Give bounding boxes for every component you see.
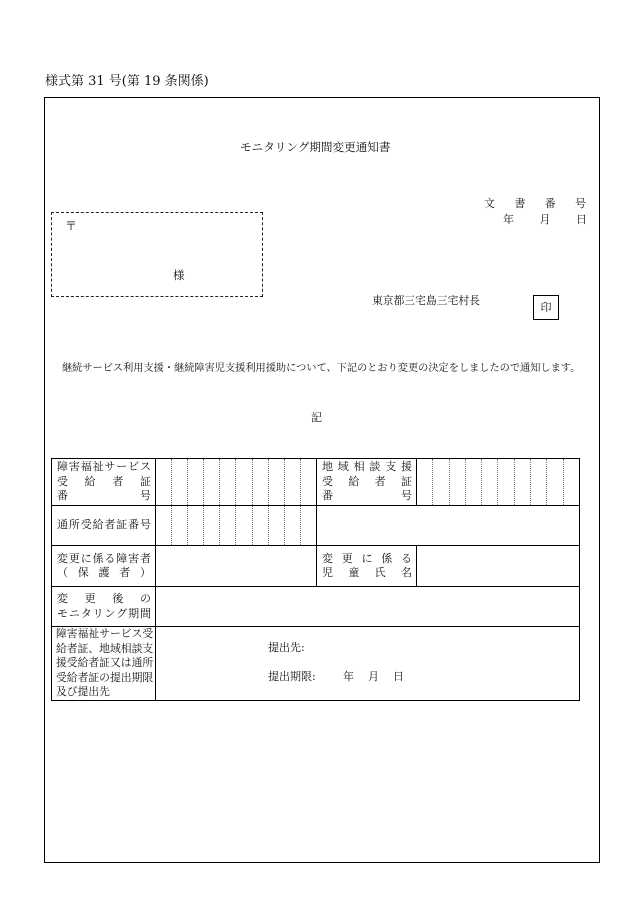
label-line: 変更後の	[57, 592, 151, 605]
digit-box	[171, 459, 187, 505]
digit-box	[449, 459, 465, 505]
digit-box	[465, 459, 481, 505]
submit-to-label: 提出先:	[268, 641, 305, 654]
document-title: モニタリング期間変更通知書	[240, 140, 391, 154]
digit-box	[284, 506, 300, 545]
label-line: 変更に係る	[322, 551, 412, 565]
label-line: 援受給者証又は通所	[56, 656, 154, 670]
label-line: 通所受給者証番号	[57, 518, 151, 532]
label-line: 障害福祉サービス受	[56, 627, 154, 641]
digit-box	[300, 459, 316, 505]
daycare-certificate-number-label	[51, 505, 156, 546]
person-with-disability-label	[51, 545, 156, 587]
digit-box	[252, 506, 268, 545]
digit-box	[171, 506, 187, 545]
issue-date-month: 月	[539, 213, 551, 226]
child-name-label	[316, 545, 417, 587]
deadline-day: 日	[393, 670, 404, 683]
recipient-honorific: 様	[173, 268, 185, 282]
label-line: 変更に係る障害者	[57, 551, 151, 565]
issue-date	[503, 213, 587, 227]
person-with-disability-value	[155, 545, 317, 587]
label-line: 地域相談支援	[322, 460, 412, 474]
digit-box	[235, 459, 251, 505]
label-line: 受給者証	[57, 474, 151, 488]
digit-box	[156, 459, 171, 505]
label-line: 受給者証の提出期限	[56, 670, 154, 684]
blank-cell	[316, 505, 580, 546]
digit-box	[300, 506, 316, 545]
record-mark: 記	[311, 411, 322, 424]
recipient-address-box	[51, 212, 263, 297]
label-line: 児童氏名	[322, 566, 412, 579]
submission-value	[155, 626, 580, 701]
digit-box	[268, 459, 284, 505]
digit-box	[268, 506, 284, 545]
daycare-certificate-number-boxes	[155, 505, 317, 546]
monitoring-period-label	[51, 586, 156, 627]
details-table	[51, 458, 580, 701]
label-line: 給者証、地域相談支	[56, 641, 154, 655]
digit-box	[252, 459, 268, 505]
issue-date-day: 日	[576, 213, 587, 226]
digit-box	[203, 506, 219, 545]
issuer-name: 東京都三宅島三宅村長	[372, 294, 480, 307]
digit-box	[417, 459, 432, 505]
submission-label	[51, 626, 156, 701]
label-line: 及び提出先	[56, 685, 110, 699]
digit-box	[497, 459, 513, 505]
digit-box	[235, 506, 251, 545]
issue-date-year: 年	[503, 213, 514, 226]
community-certificate-number-label	[316, 458, 417, 506]
label-line: 番号	[322, 489, 412, 503]
digit-box	[284, 459, 300, 505]
digit-box	[481, 459, 497, 505]
digit-box	[219, 459, 235, 505]
label-line: （保護者）	[57, 566, 151, 579]
document-number-label: 文書番号	[484, 197, 586, 210]
digit-box	[432, 459, 448, 505]
seal-mark: 印	[540, 300, 552, 314]
service-certificate-number-boxes	[155, 458, 317, 506]
digit-box	[156, 506, 171, 545]
notice-body-text: 継続サービス利用支援・継続障害児支援利用援助について、下記のとおり変更の決定をしましたので通知します。	[62, 363, 581, 374]
label-line: モニタリング期間	[57, 606, 151, 620]
monitoring-period-value	[155, 586, 580, 627]
child-name-value	[416, 545, 580, 587]
community-certificate-number-boxes	[416, 458, 580, 506]
deadline-year: 年	[343, 670, 354, 683]
postal-mark: 〒	[65, 219, 78, 233]
deadline-label: 提出期限:	[268, 670, 316, 683]
digit-box	[187, 459, 203, 505]
label-line: 番号	[57, 489, 151, 503]
deadline-month: 月	[368, 670, 379, 683]
digit-box	[514, 459, 530, 505]
digit-box	[187, 506, 203, 545]
digit-box	[563, 459, 579, 505]
digit-box	[219, 506, 235, 545]
form-number: 様式第 31 号(第 19 条関係)	[45, 74, 209, 89]
service-certificate-number-label	[51, 458, 156, 506]
digit-box	[203, 459, 219, 505]
digit-box	[530, 459, 546, 505]
seal-box	[533, 295, 559, 320]
digit-box	[546, 459, 562, 505]
label-line: 障害福祉サービス	[57, 460, 151, 474]
label-line: 受給者証	[322, 474, 412, 488]
